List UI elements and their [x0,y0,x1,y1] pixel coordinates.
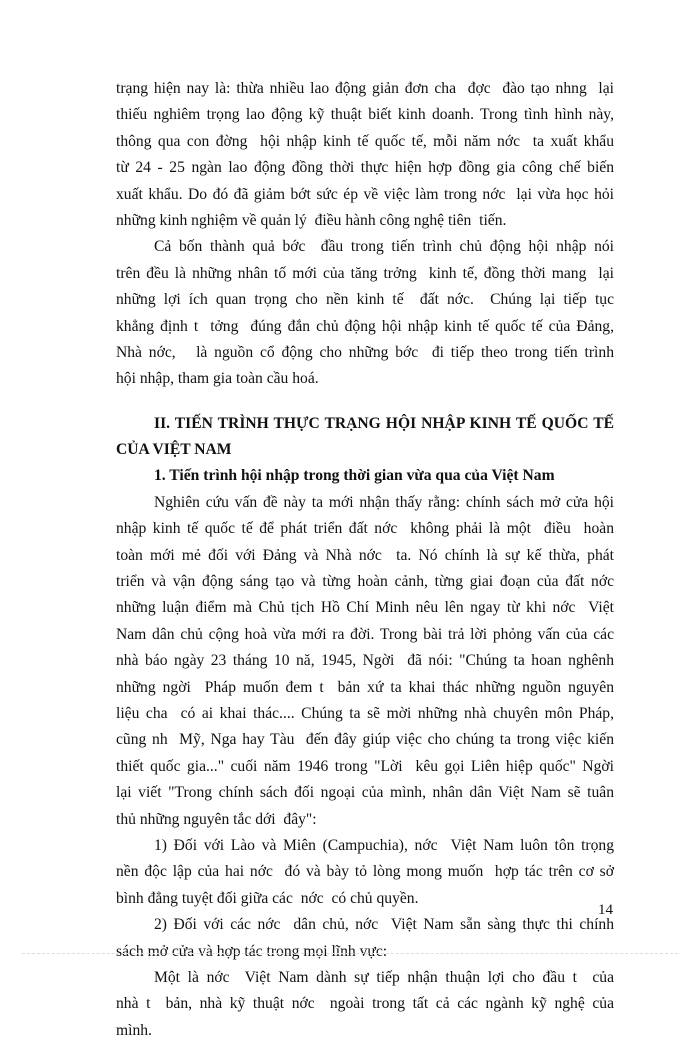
text-line: triển và vận động sáng tạo và từng hoàn cảnh, từng giai đoạn của đất nớc [116,573,614,591]
text-line: từ 24 - 25 ngàn lao động đồng thời thực hiện hợp đồng gia công chế biến [116,159,614,177]
text-line: trạng hiện nay là: thừa nhiều lao động giản đơn cha đợc đào tạo nhng lại [116,80,614,97]
text-line: thông qua con đờng hội nhập kinh tế quốc tế, mỗi năm nớc ta xuất khẩu [116,132,614,150]
text-line: những luận điểm mà Chủ tịch Hồ Chí Minh nêu lên ngay từ khi nớc Việt [116,599,614,617]
page-number: 14 [598,902,613,918]
text-line: mình. [116,1021,152,1039]
text-line: thủ những nguyên tắc dới đây": [116,810,317,828]
text-line: nhập kinh tế quốc tế để phát triển đất nớc không phải là một điều hoàn [116,520,614,538]
text-line: liệu cha có ai khai thác.... Chúng ta sẽ mời những nhà chuyên môn Pháp, [116,704,614,722]
paragraph [116,76,614,234]
paragraph [116,965,614,1044]
heading-line: CỦA VIỆT NAM [116,441,232,459]
text-line: nền độc lập của hai nớc đó và bày tỏ lòng mong muốn hợp tác trên cơ sở [116,863,614,881]
text-line: lại viết "Trong chính sách đối ngoại của mình, nhân dân Việt Nam sẽ tuân [116,784,614,802]
text-line: Nhà nớc, là nguồn cổ động cho những bớc đi tiếp theo trong tiến trình [116,343,614,361]
page-bottom-divider [22,953,678,954]
document-page [116,76,614,1044]
text-line: Nam dân chủ cộng hoà vừa mới ra đời. Trong bài trả lời phỏng vấn của các [116,625,614,643]
subheading: 1. Tiến trình hội nhập trong thời gian vừa qua của Việt Nam [154,467,555,485]
paragraph [116,912,614,965]
text-line: nhà t bản, nhà kỹ thuật nớc ngoài trong tất cả các ngành kỹ nghệ của [116,995,614,1013]
text-line: Nghiên cứu vấn đề này ta mới nhận thấy rằng: chính sách mở cửa hội [154,493,614,511]
text-line: thiếu nghiêm trọng lao động kỹ thuật biết kinh doanh. Trong tình hình này, [116,106,614,124]
heading-line: II. TIẾN TRÌNH THỰC TRẠNG HỘI NHẬP KINH TẾ QUỐC TẾ [154,414,614,432]
text-line: trên đều là những nhân tố mới của tăng trởng kinh tế, đồng thời mang lại [116,264,614,282]
text-line: cũng nh Mỹ, Nga hay Tàu đến đây giúp việc cho chúng ta trong việc kiến [116,731,614,749]
paragraph [116,490,614,833]
paragraph [116,833,614,912]
text-line: bình đẳng tuyệt đối giữa các nớc có chủ quyền. [116,889,419,907]
text-line: những ngời Pháp muốn đem t bản xứ ta khai thác những nguồn nguyên [116,678,614,696]
text-line: 2) Đối với các nớc dân chủ, nớc Việt Nam sẵn sàng thực thi chính [154,916,614,934]
text-line: hội nhập, tham gia toàn cầu hoá. [116,370,319,388]
section-heading [116,411,614,464]
text-line: khẳng định t tởng đúng đắn chủ động hội nhập kinh tế quốc tế của Đảng, [116,317,614,335]
text-line: nhà báo ngày 23 tháng 10 nă, 1945, Ngời đã nói: "Chúng ta hoan nghênh [116,652,614,670]
text-line: thiết quốc gia..." cuối năm 1946 trong "Lời kêu gọi Liên hiệp quốc" Ngời [116,757,614,775]
text-line: những kinh nghiệm về quản lý điều hành công nghệ tiên tiến. [116,211,507,229]
text-line: xuất khẩu. Do đó đã giảm bớt sức ép về việc làm trong nớc lại vừa học hỏi [116,185,614,203]
text-line: những lợi ích quan trọng cho nền kinh tế đất nớc. Chúng lại tiếp tục [116,291,614,309]
paragraph [116,234,614,392]
text-line: toàn mới mẻ đối với Đảng và Nhà nớc ta. Nó chính là sự kế thừa, phát [116,546,614,564]
text-line: sách mở cửa và hợp tác trong mọi lĩnh vực: [116,942,388,960]
text-line: Một là nớc Việt Nam dành sự tiếp nhận thuận lợi cho đầu t của [154,968,614,986]
text-line: 1) Đối với Lào và Miên (Campuchia), nớc Việt Nam luôn tôn trọng [154,836,614,854]
spacer [116,393,614,411]
text-line: Cả bốn thành quả bớc đầu trong tiến trình chủ động hội nhập nói [154,238,614,256]
